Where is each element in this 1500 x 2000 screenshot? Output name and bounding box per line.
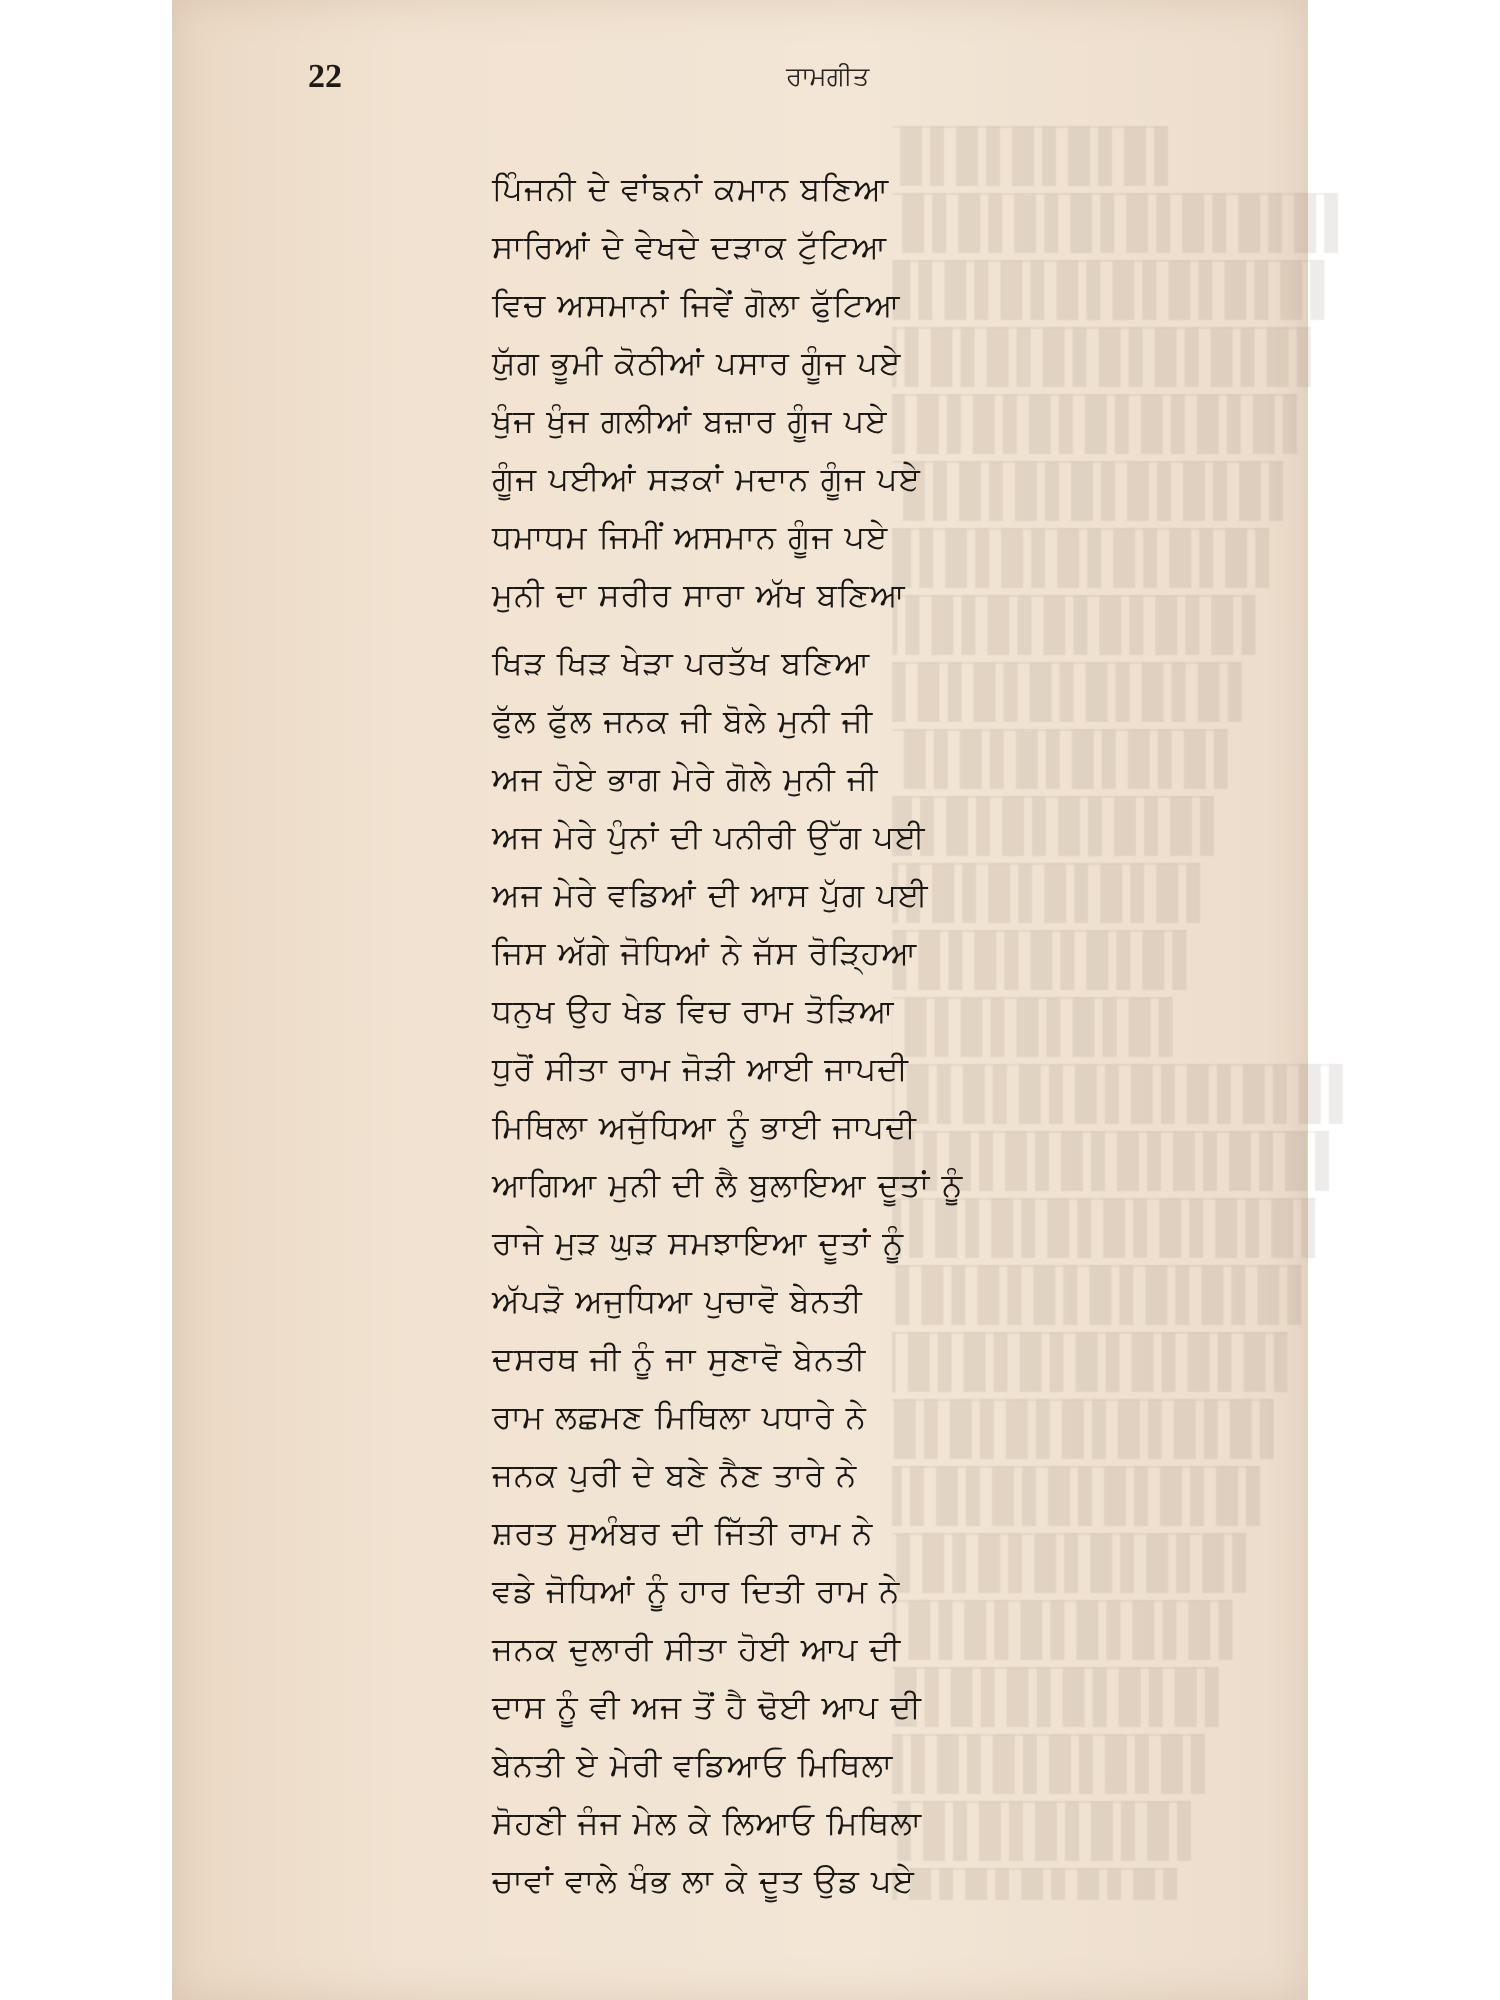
poem-line: ਗੂੰਜ ਪਈਆਂ ਸੜਕਾਂ ਮਦਾਨ ਗੂੰਜ ਪਏ <box>492 460 921 498</box>
poem-line: ਅੱਪੜੋ ਅਜੁਧਿਆ ਪੁਚਾਵੋ ਬੇਨਤੀ <box>492 1282 863 1320</box>
poem-line: ਚਾਵਾਂ ਵਾਲੇ ਖੰਭ ਲਾ ਕੇ ਦੂਤ ਉਡ ਪਏ <box>492 1862 915 1900</box>
poem-line: ਦਾਸ ਨੂੰ ਵੀ ਅਜ ਤੋਂ ਹੈ ਢੋਈ ਆਪ ਦੀ <box>492 1688 922 1726</box>
poem-line: ਸੋਹਣੀ ਜੰਜ ਮੇਲ ਕੇ ਲਿਆਓ ਮਿਥਿਲਾ <box>492 1804 922 1842</box>
poem-line: ਬੇਨਤੀ ਏ ਮੇਰੀ ਵਡਿਆਓ ਮਿਥਿਲਾ <box>492 1746 894 1784</box>
poem-line: ਧਮਾਧਮ ਜਿਮੀਂ ਅਸਮਾਨ ਗੂੰਜ ਪਏ <box>492 518 889 556</box>
poem-line: ਖਿੜ ਖਿੜ ਖੇੜਾ ਪਰਤੱਖ ਬਣਿਆ <box>492 644 871 682</box>
poem-line: ਜਿਸ ਅੱਗੇ ਜੋਧਿਆਂ ਨੇ ਜੱਸ ਰੋੜ੍ਹਿਆ <box>492 934 918 972</box>
poem-line: ਧਨੁਖ ਉਹ ਖੇਡ ਵਿਚ ਰਾਮ ਤੋੜਿਆ <box>492 992 895 1030</box>
poem-line: ਜਨਕ ਪੁਰੀ ਦੇ ਬਣੇ ਨੈਣ ਤਾਰੇ ਨੇ <box>492 1456 858 1494</box>
poem-line: ਪਿੰਜਨੀ ਦੇ ਵਾਂਙਨਾਂ ਕਮਾਨ ਬਣਿਆ <box>492 170 890 208</box>
poem-line: ਧੁਰੋਂ ਸੀਤਾ ਰਾਮ ਜੋੜੀ ਆਈ ਜਾਪਦੀ <box>492 1050 909 1088</box>
poem-line: ਜਨਕ ਦੁਲਾਰੀ ਸੀਤਾ ਹੋਈ ਆਪ ਦੀ <box>492 1630 902 1668</box>
poem-line: ਵਡੇ ਜੋਧਿਆਂ ਨੂੰ ਹਾਰ ਦਿਤੀ ਰਾਮ ਨੇ <box>492 1572 901 1610</box>
poem-line: ਅਜ ਹੋਏ ਭਾਗ ਮੇਰੇ ਗੋਲੇ ਮੁਨੀ ਜੀ <box>492 760 879 798</box>
poem-line: ਵਿਚ ਅਸਮਾਨਾਂ ਜਿਵੇਂ ਗੋਲਾ ਫੁੱਟਿਆ <box>492 286 901 324</box>
poem-line: ਮਿਥਿਲਾ ਅਜੁੱਧਿਆ ਨੂੰ ਭਾਈ ਜਾਪਦੀ <box>492 1108 917 1146</box>
poem-line: ਫੁੱਲ ਫੁੱਲ ਜਨਕ ਜੀ ਬੋਲੇ ਮੁਨੀ ਜੀ <box>492 702 874 740</box>
poem-line: ਰਾਜੇ ਮੁੜ ਘੁੜ ਸਮਝਾਇਆ ਦੂਤਾਂ ਨੂੰ <box>492 1224 905 1262</box>
poem-line: ਸਾਰਿਆਂ ਦੇ ਵੇਖਦੇ ਦੜਾਕ ਟੁੱਟਿਆ <box>492 228 888 266</box>
poem-line: ਆਗਿਆ ਮੁਨੀ ਦੀ ਲੈ ਬੁਲਾਇਆ ਦੂਤਾਂ ਨੂੰ <box>492 1166 964 1204</box>
poem-body <box>492 160 1092 1910</box>
poem-line: ਰਾਮ ਲਛਮਣ ਮਿਥਿਲਾ ਪਧਾਰੇ ਨੇ <box>492 1398 867 1436</box>
running-head-title: ਰਾਮਗੀਤ <box>786 62 870 92</box>
page-number: 22 <box>308 58 342 95</box>
poem-line: ਮੁਨੀ ਦਾ ਸਰੀਰ ਸਾਰਾ ਅੱਖ ਬਣਿਆ <box>492 576 906 614</box>
poem-line: ਅਜ ਮੇਰੇ ਵਡਿਆਂ ਦੀ ਆਸ ਪੁੱਗ ਪਈ <box>492 876 929 914</box>
poem-line: ਯੁੱਗ ਭੂਮੀ ਕੋਠੀਆਂ ਪਸਾਰ ਗੂੰਜ ਪਏ <box>492 344 902 382</box>
poem-line: ਸ਼ਰਤ ਸੁਅੰਬਰ ਦੀ ਜਿੱਤੀ ਰਾਮ ਨੇ <box>492 1514 874 1552</box>
poem-line: ਅਜ ਮੇਰੇ ਪੁੰਨਾਂ ਦੀ ਪਨੀਰੀ ਉੱਗ ਪਈ <box>492 818 926 856</box>
poem-line: ਖੁੰਜ ਖੁੰਜ ਗਲੀਆਂ ਬਜ਼ਾਰ ਗੂੰਜ ਪਏ <box>492 402 888 440</box>
poem-line: ਦਸਰਥ ਜੀ ਨੂੰ ਜਾ ਸੁਣਾਵੋ ਬੇਨਤੀ <box>492 1340 867 1378</box>
